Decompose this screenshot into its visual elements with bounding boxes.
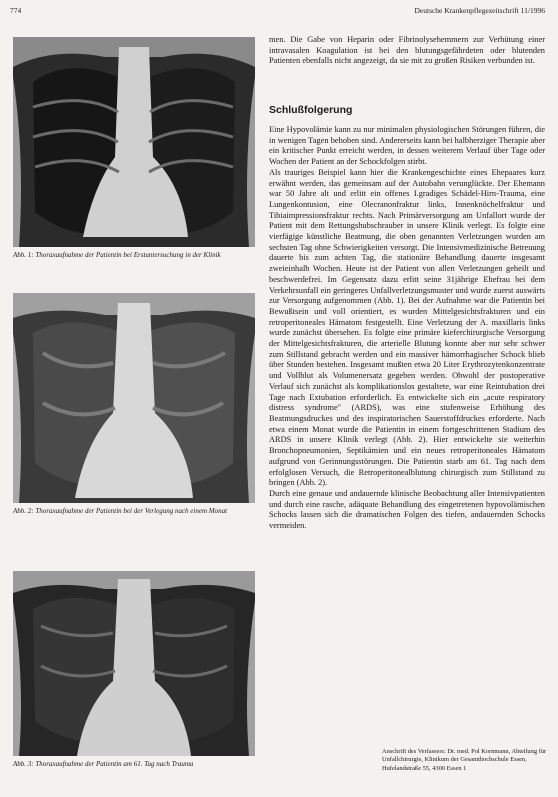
intro-paragraph: men. Die Gabe von Heparin oder Fibrinolysehemmern zur Verhütung einer intravasalen Koagulation ist bei den blutungsgefährdeten oder blutenden Patienten ebenfalls nicht angezeigt, da sie mit zu großen Risiken verbunden ist. (269, 35, 545, 66)
figure-3 (13, 571, 255, 769)
chest-xray-image-2 (13, 293, 255, 503)
paragraph-3: Durch eine genaue und andauernde klinische Beobachtung aller Intensivpatienten und durch eine rasche, adäquate Behandlung des eingetretenen hypovolämischen Schocks lassen sich die dramatischen Folgen des tiefen, andauernden Schocks vermeiden. (269, 488, 545, 531)
figure-1 (13, 37, 255, 260)
main-text (269, 125, 545, 532)
figure-2-caption: Abb. 2: Thoraxaufnahme der Patientin bei der Verlegung nach einem Monat (13, 507, 228, 515)
paragraph-2: Als trauriges Beispiel kann hier die Krankengeschichte eines Ehepaares kurz erwähnt werden, das gemeinsam auf der Autobahn verunglückte. Der Ehemann war 50 Jahre alt und erlitt ein offenes I.gradiges Schädel-Hirn-Trauma, eine Lungenkontusion, eine Olecranonfraktur links, Innenknöchelfraktur und Tibiaimpressionsfraktur rechts. Nach Primärversorgung am Unfallort wurde der Patient mit dem Rettungshubschrauber in unsere Klinik verlegt. Es folgte eine vierfägige künstliche Beatmung, die oben genannten Verletzungen wurden am sechsten Tag ohne Schwierigkeiten versorgt. Die Intensivmedizinische Betreuung dauerte bis zum achten Tag, die stationäre Behandlung dauerte insgesamt zweieinhalb Wochen. Heute ist der Patient von allen Verletzungen geheilt und beschwerdefrei. Im Gegensatz dazu erlitt seine 31jährige Ehefrau bei dem Verkehrsunfall ein geringeres Unfallverletzungsmuster und wurde zuerst auswärts zur Versorgung aufgenommen (Abb. 1). Bei der Aufnahme war die Patientin bei Bewußtsein und voll orientiert, es wurden Mittelgesichtsfrakturen und ein retroperitoneales Hämatom festgestellt. Eine Verletzung der A. maxillaris links wurde zunächst übersehen. Es folgte eine primäre kieferchirurgische Versorgung der Mittelgesichtsfrakturen, die arterielle Blutung konnte aber nur sehr schwer zum Stillstand gebracht werden und ein massiver hämorrhagischer Schock blieb über Stunden bestehen. Insgesamt mußten etwa 20 Liter Erythrozytenkonzentrate und Vollblut als Volumenersatz gegeben werden. Obwohl der postoperative Verlauf sich zunächst als komplikationslos gestaltete, war eine Reintubation drei Tage nach Extubation erforderlich. Es entwickelte sich ein „acute respiratory distress syndrome" (ARDS), was eine stufenweise Erhöhung des Beatmungsdruckes und des inspiratorischen Sauerstoffdruckes erforderte. Nach etwa einem Monat wurde die Patientin in einem fortgeschrittenen Stadium des ARDS in unsere Klinik verlegt (Abb. 2). Hier entwickelte sie weiterhin Bronchopneumonien, Septikämien und ein neues retroperitoneales Hämatom aufgrund von Gerinnungsstörungen. Die Patientin starb am 61. Tag nach dem erfolglosen Versuch, die Retroperitonealblutung chirurgisch zum Stillstand zu bringen (Abb. 2). (269, 167, 545, 488)
figure-3-caption: Abb. 3: Thoraxaufnahme der Patientin am 61. Tag nach Trauma (13, 760, 194, 768)
running-header (10, 5, 545, 17)
page-number: 774 (10, 6, 22, 15)
section-heading: Schlußfolgerung (269, 104, 353, 116)
figure-2 (13, 293, 255, 516)
figure-1-caption: Abb. 1: Thoraxaufnahme der Patientin bei Erstuntersuchung in der Klinik (13, 251, 221, 259)
paragraph-1: Eine Hypovolämie kann zu nur minimalen physiologischen Störungen führen, die in wenigen Tagen behoben sind. Andererseits kann bei halbherziger Therapie aber ein kritischer Punkt erreicht werden, in dessen weiterem Verlauf über Tage oder Wochen der Patient an der Schockfolgen stirbt. (269, 125, 545, 167)
chest-xray-image-3 (13, 571, 255, 756)
chest-xray-image-1 (13, 37, 255, 247)
journal-title: Deutsche Krankenpflegezeitschrift 11/1996 (414, 6, 545, 15)
author-address: Anschrift des Verfassers: Dr. med. Pol Kornmann, Abteilung für Unfallchirurgie, Klinikum der Gesamthochschule Essen, Hufelandstraße 55, 4300 Essen 1 (382, 748, 547, 772)
